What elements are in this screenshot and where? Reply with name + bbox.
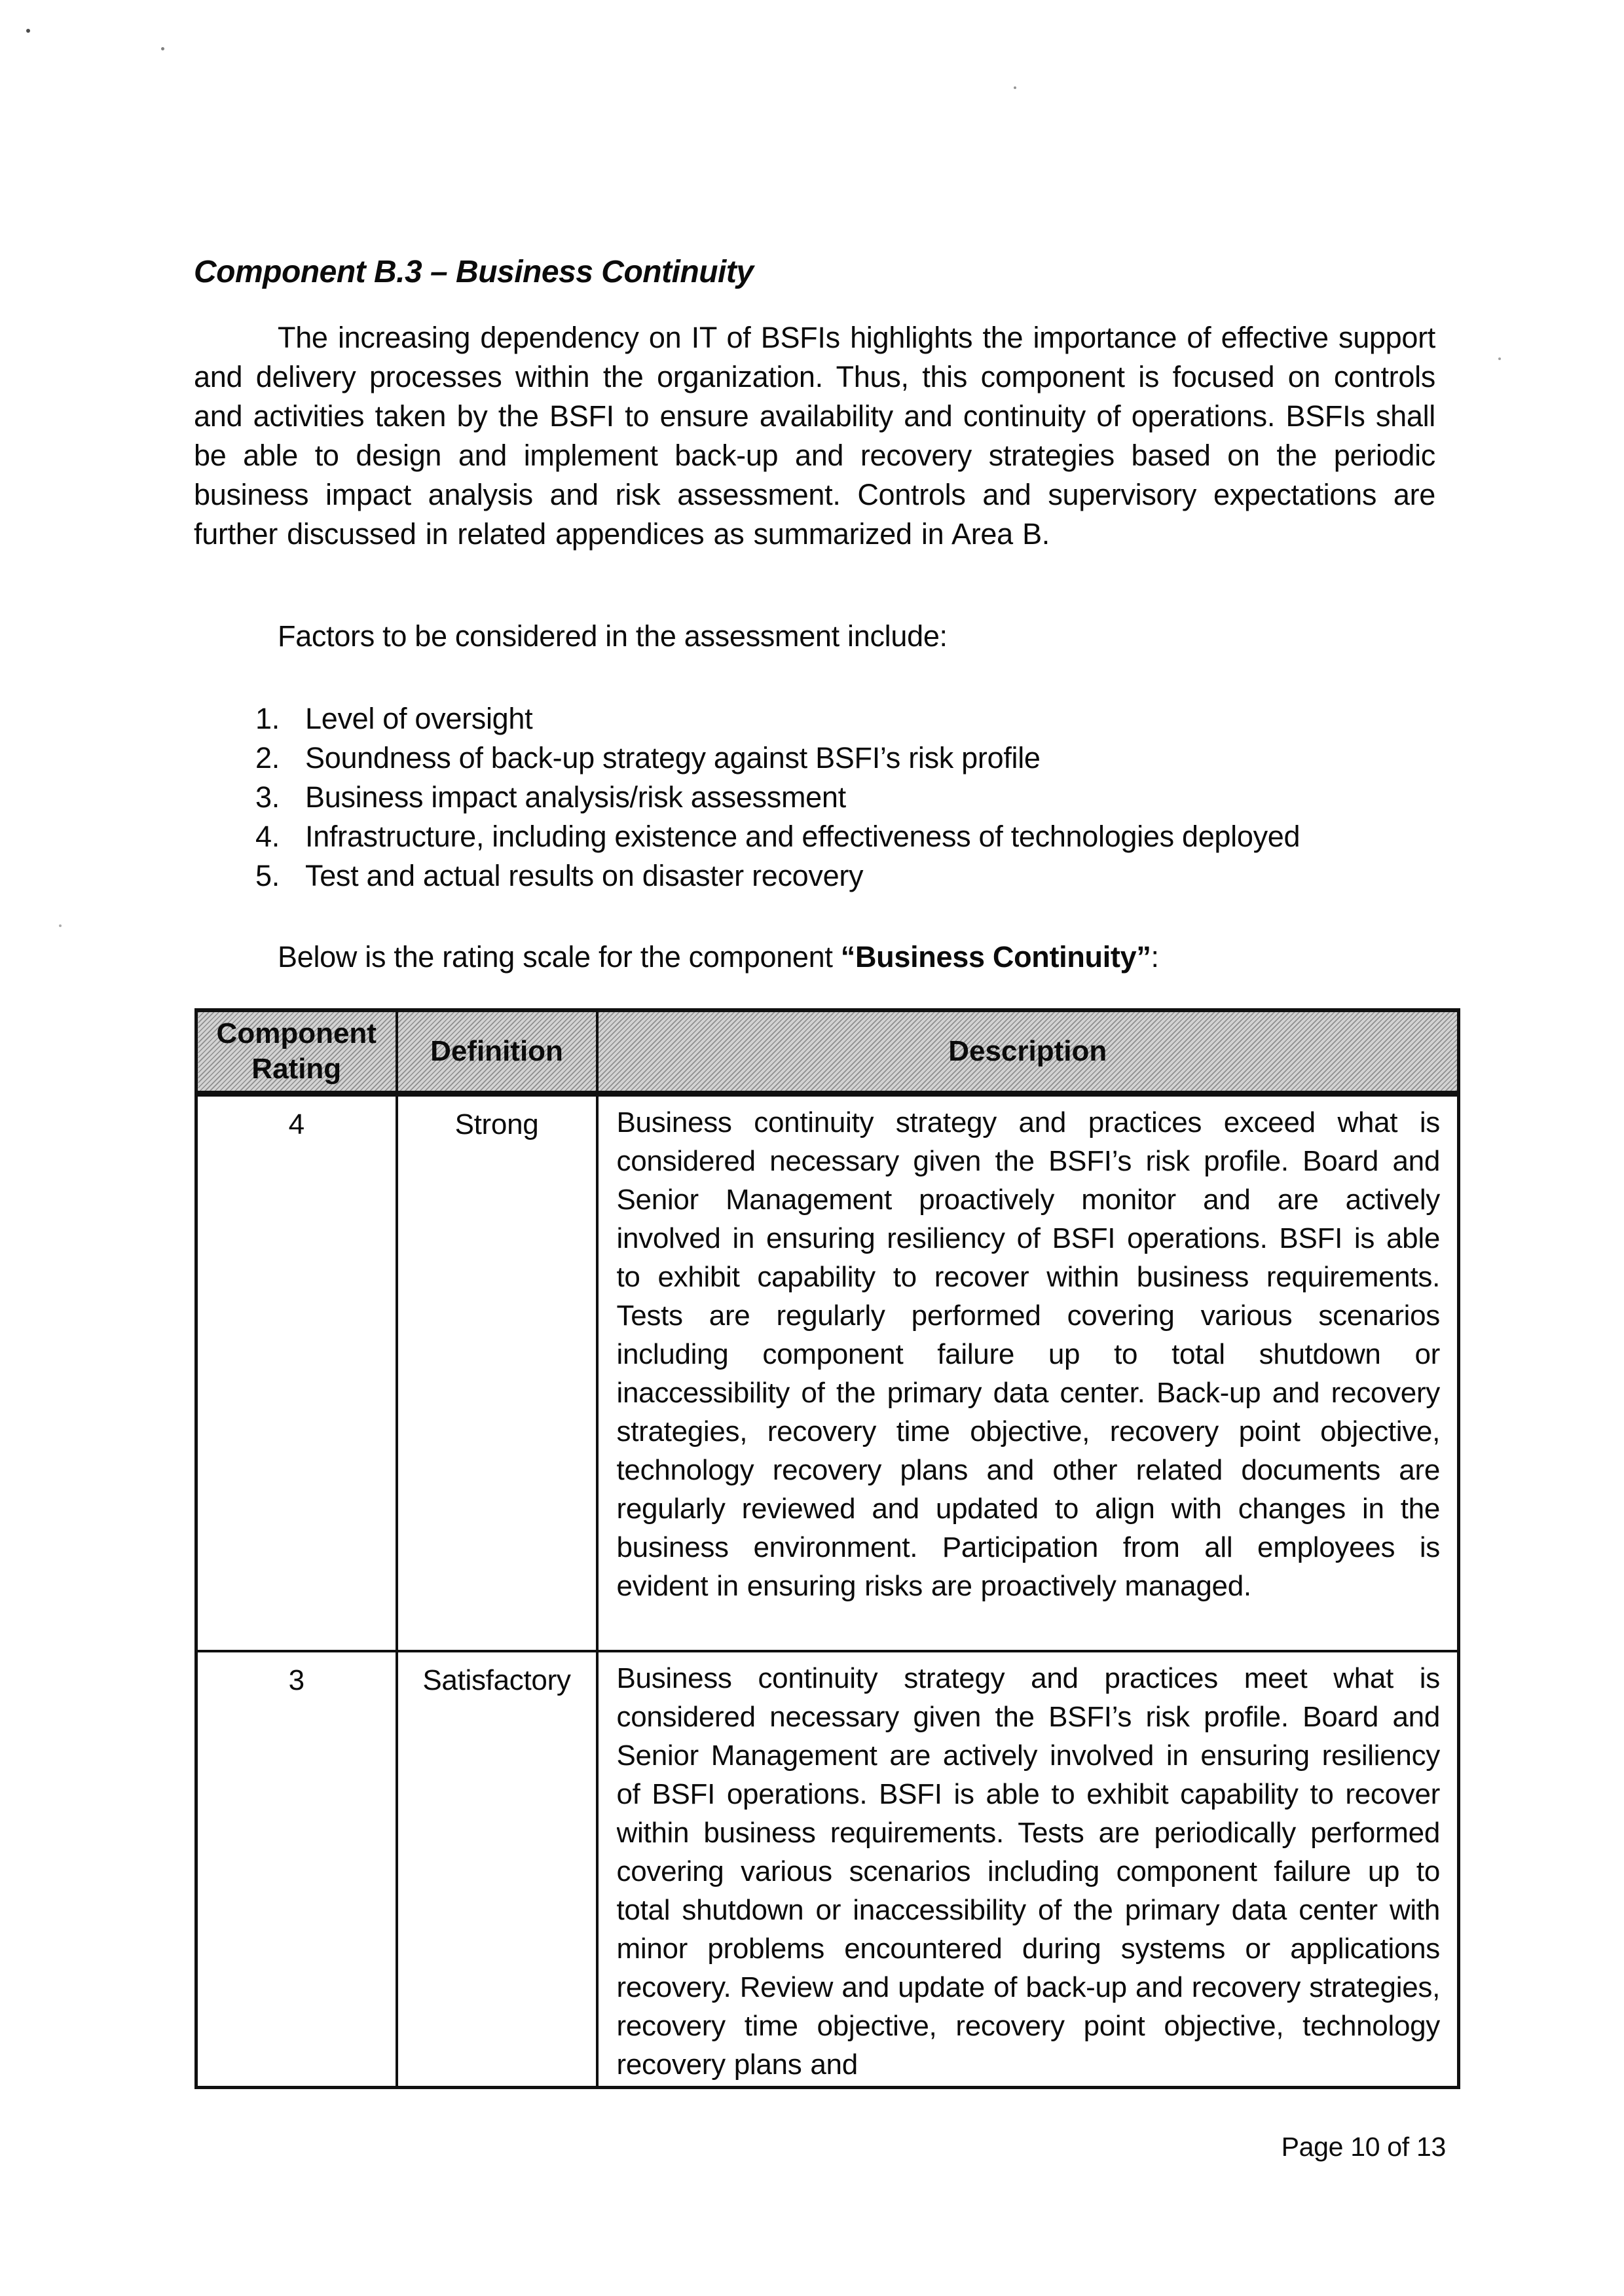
scan-speck — [26, 29, 30, 33]
definition-cell: Strong — [397, 1094, 597, 1651]
list-item: Test and actual results on disaster recovery — [305, 859, 864, 892]
list-item: Business impact analysis/risk assessment — [305, 780, 846, 814]
scan-speck — [59, 924, 62, 927]
description-text: Business continuity strategy and practices meet what is considered necessary given the BSFI’s risk profile. Board and Senior Management are actively involved in ensuring resiliency of BSFI operations. BSFI is able to exhibit capability to recover within business requirements. Tests are periodically performed covering various scenarios including component failure up to total shutdown or inaccessibility of the primary data center with minor problems encountered during systems or applications recovery. Review and update of back-up and recovery strategies, recovery time objective, recovery point objective, technology recovery plans and — [616, 1662, 1440, 2081]
column-header-component-rating: Component Rating — [196, 1010, 397, 1094]
rating-intro-component-name: “Business Continuity” — [840, 940, 1151, 974]
rating-cell: 4 — [196, 1094, 397, 1651]
definition-cell: Satisfactory — [397, 1651, 597, 2088]
description-cell — [597, 1651, 1459, 2088]
list-item: Level of oversight — [305, 702, 533, 735]
intro-paragraph: The increasing dependency on IT of BSFIs highlights the importance of effective support and delivery processes within the organization. Thus, this component is focused on controls and activities taken by the BSFI to ensure availability and continuity of operations. BSFIs shall be able to design and implement back-up and recovery strategies based on the periodic business impact analysis and risk assessment. Controls and supervisory expectations are further discussed in related appendices as summarized in Area B. — [194, 321, 1435, 551]
rating-intro-suffix: : — [1151, 940, 1159, 974]
description-cell — [597, 1094, 1459, 1651]
description-text: Business continuity strategy and practices exceed what is considered necessary given the BSFI’s risk profile. Board and Senior Management proactively monitor and are actively involved in ensuring resiliency of BSFI operations. BSFI is able to exhibit capability to recover within business requirements. Tests are regularly performed covering various scenarios including component failure up to total shutdown or inaccessibility of the primary data center. Back-up and recovery strategies, recovery time objective, recovery point objective, technology recovery plans and other related documents are regularly reviewed and updated to align with changes in the business environment. Participation from all employees is evident in ensuring risks are proactively managed. — [616, 1106, 1440, 1602]
scan-speck — [1014, 86, 1016, 89]
list-item: Soundness of back-up strategy against BSFI’s risk profile — [305, 741, 1041, 774]
factors-intro: Factors to be considered in the assessment include: — [278, 619, 948, 653]
list-item: Infrastructure, including existence and effectiveness of technologies deployed — [305, 820, 1301, 853]
rating-scale-table — [194, 1008, 1460, 2089]
section-title: Component B.3 – Business Continuity — [194, 255, 754, 289]
table-row — [196, 1094, 1459, 1651]
scan-speck — [161, 47, 164, 50]
column-header-description: Description — [597, 1010, 1459, 1094]
factors-list — [194, 699, 1458, 896]
rating-intro-prefix: Below is the rating scale for the component — [278, 940, 841, 974]
page-number: Page 10 of 13 — [1281, 2132, 1446, 2162]
column-header-definition: Definition — [397, 1010, 597, 1094]
scan-speck — [1498, 357, 1501, 360]
table-row — [196, 1651, 1459, 2088]
table-header-row — [196, 1010, 1459, 1094]
rating-scale-intro — [194, 938, 1435, 977]
rating-cell: 3 — [196, 1651, 397, 2088]
